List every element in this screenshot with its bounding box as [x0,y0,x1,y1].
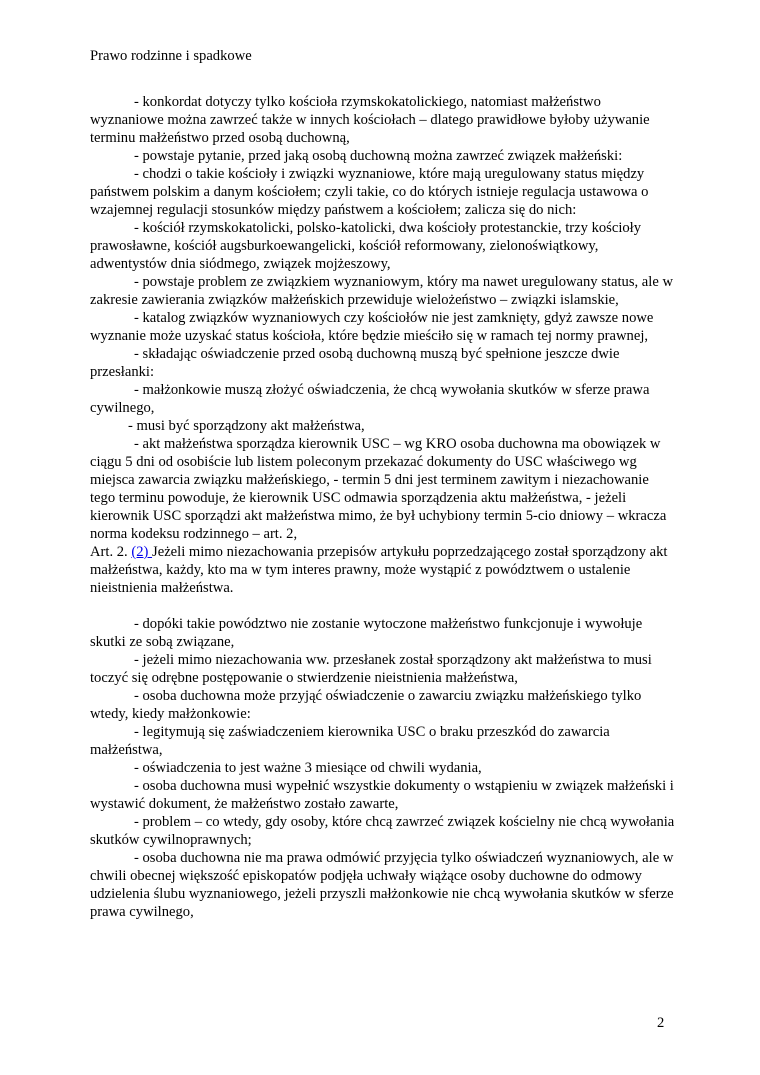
paragraph-konkordat: - konkordat dotyczy tylko kościoła rzymskokatolickiego, natomiast małżeństwo wyznaniowe można zawrzeć także w innych kościołach – dlatego prawidłowe byłoby używanie terminu małżeństwo przed osobą duchowną, [90,94,650,146]
paragraph-pytanie: - powstaje pytanie, przed jaką osobą duchowną można zawrzeć związek małżeński: [134,148,623,164]
paragraph-problem: - problem – co wtedy, gdy osoby, które chcą zawrzeć związek kościelny nie chcą wywołania skutków cywilnoprawnych; [90,814,675,848]
paragraph-powodztwo: - dopóki takie powództwo nie zostanie wytoczone małżeństwo funkcjonuje i wywołuje skutki ze sobą związane, [90,616,643,650]
article-footnote-link[interactable]: (2) [131,544,153,560]
paragraph-koscioly-status: - chodzi o takie kościoły i związki wyznaniowe, które mają uregulowany status między państwem polskim a danym kościołem; czyli takie, co do których istnieje regulacja ustawowa o wzajemnej regulacji stosunków między państwem a kościołem; zalicza się do nich: [90,166,649,218]
article-text: Jeżeli mimo niezachowania przepisów artykułu poprzedzającego został sporządzony akt małżeństwa, każdy, kto ma w tym interes prawny, może wystąpić z powództwem o ustalenie nieistnienia małżeństwa. [90,544,668,596]
paragraph-waznosc: - oświadczenia to jest ważne 3 miesiące od chwili wydania, [134,760,482,776]
paragraph-oswiadczenia: - małżonkowie muszą złożyć oświadczenia, że chcą wywołania skutków w sferze prawa cywilnego, [90,382,650,416]
paragraph-katalog: - katalog związków wyznaniowych czy kościołów nie jest zamknięty, gdyż zawsze nowe wyznanie może uzyskać status kościoła, które będzie mieściło się w ramach tej normy prawnej, [90,310,654,344]
paragraph-przeslanki: - składając oświadczenie przed osobą duchowną muszą być spełnione jeszcze dwie przesłanki: [90,346,620,380]
paragraph-lista-kosciolow: - kościół rzymskokatolicki, polsko-katolicki, dwa kościoły protestanckie, trzy kościoły prawosławne, kościół augsburkoewangelicki, kościół reformowany, zielonoświątkowy, adwentystów dnia siódmego, związek mojżeszowy, [90,220,642,272]
paragraph-zaswiadczenie: - legitymują się zaświadczeniem kierownika USC o braku przeszkód do zawarcia małżeństwa, [90,724,610,758]
document-body [90,93,675,921]
paragraph-gap [90,597,675,615]
page-header: Prawo rodzinne i spadkowe [90,48,252,64]
page-number: 2 [657,1015,665,1031]
paragraph-odmowa: - osoba duchowna nie ma prawa odmówić przyjęcia tylko oświadczeń wyznaniowych, ale w chwili obecnej większość episkopatów podjęła uchwały wiążące osoby duchowne do odmowy udzielenia ślubu wyznaniowego, jeżeli przyszli małżonkowie nie chcą wywołania skutków w sferze prawa cywilnego, [90,850,674,920]
paragraph-kierownik-usc: - akt małżeństwa sporządza kierownik USC – wg KRO osoba duchowna ma obowiązek w ciągu 5 dni od osobiście lub listem poleconym przekazać dokumenty do USC właściwego wg miejsca zawarcia związku małżeńskiego, - termin 5 dni jest terminem zawitym i niezachowanie tego terminu powoduje, że kierownik USC odmawia sporządzenia aktu małżeństwa, - jeżeli kierownik USC sporządzi akt małżeństwa mimo, że był uchybiony termin 5-cio dniowy – wkracza norma kodeksu rodzinnego – art. 2, [90,436,667,542]
paragraph-akt-malzenstwa: - musi być sporządzony akt małżeństwa, [128,418,365,434]
paragraph-wielozenstwo: - powstaje problem ze związkiem wyznaniowym, który ma nawet uregulowany status, ale w zakresie zawierania związków małżeńskich przewiduje wielożeństwo – związki islamskie, [90,274,673,308]
paragraph-osoba-duchowna: - osoba duchowna może przyjąć oświadczenie o zawarciu związku małżeńskiego tylko wtedy, kiedy małżonkowie: [90,688,642,722]
paragraph-dokumenty: - osoba duchowna musi wypełnić wszystkie dokumenty o wstąpieniu w związek małżeński i wystawić dokument, że małżeństwo zostało zawarte, [90,778,674,812]
article-2 [90,543,675,597]
article-prefix: Art. 2. [90,544,132,560]
paragraph-postepowanie: - jeżeli mimo niezachowania ww. przesłanek został sporządzony akt małżeństwa to musi toczyć się odrębne postępowanie o stwierdzenie nieistnienia małżeństwa, [90,652,652,686]
